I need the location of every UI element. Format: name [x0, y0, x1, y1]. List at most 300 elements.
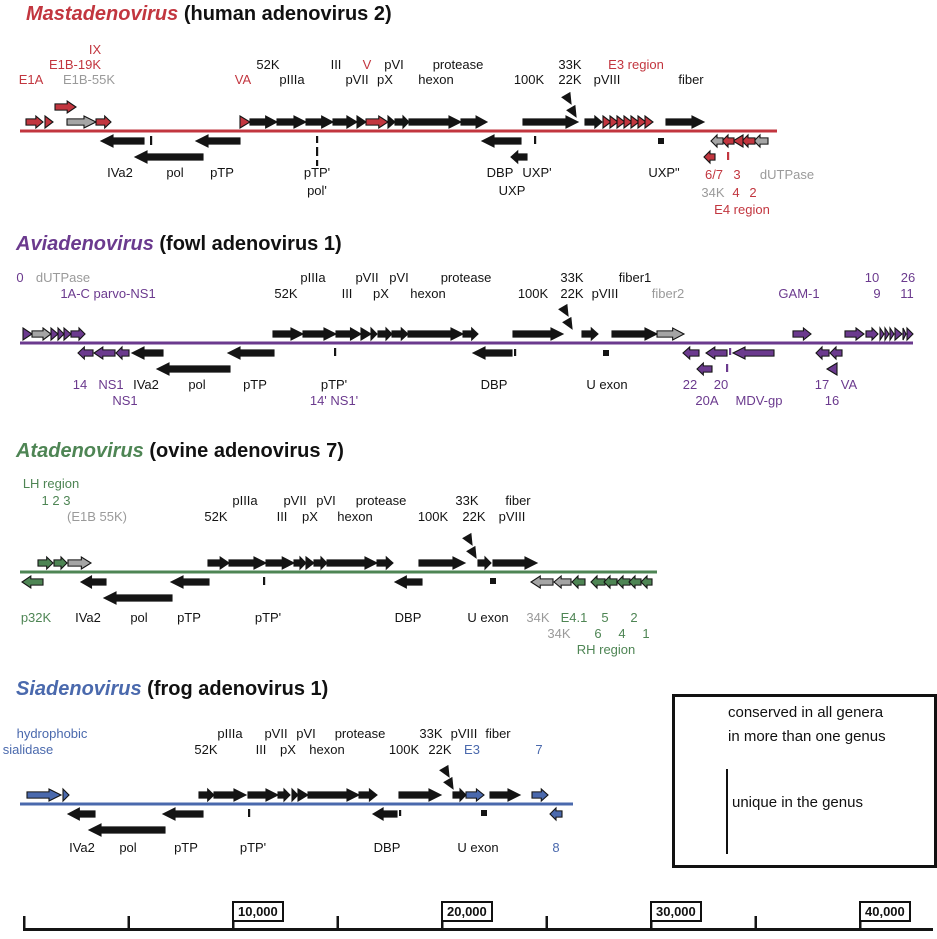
gene-arrow [199, 789, 214, 801]
gene-arrow [366, 116, 388, 128]
gene-label: pX [280, 742, 296, 757]
gene-label: 34K [547, 626, 571, 641]
gene-label: pTP' [254, 610, 282, 625]
gene-arrow [895, 328, 902, 340]
gene-label: pol [166, 165, 184, 180]
gene-tick [727, 152, 729, 160]
gene-square [481, 810, 487, 816]
genome-line-siadenovirus [20, 803, 573, 806]
gene-square [603, 350, 609, 356]
gene-label: pVI [389, 270, 409, 285]
gene-label: 22 [682, 377, 698, 392]
gene-label: fiber [485, 726, 511, 741]
gene-arrow [704, 151, 715, 163]
gene-label: pX [302, 509, 318, 524]
gene-label: 20A [695, 393, 719, 408]
gene-arrow [277, 116, 306, 128]
gene-arrow [26, 116, 43, 128]
gene-label: IVa2 [75, 610, 101, 625]
gene-arrow [104, 592, 172, 604]
gene-arrow [683, 347, 699, 359]
gene-arrow [866, 328, 878, 340]
scale-tick [337, 916, 340, 928]
gene-arrow [361, 328, 371, 340]
scale-tick [23, 916, 26, 928]
gene-arrow [229, 557, 266, 569]
gene-label: 52K [194, 742, 218, 757]
gene-label: V [362, 57, 372, 72]
gene-arrow [357, 116, 366, 128]
gene-arrow [511, 151, 527, 163]
host-name: (human adenovirus 2) [178, 3, 392, 25]
gene-label: MDV-gp [735, 393, 783, 408]
gene-label: 3 [733, 167, 741, 182]
gene-label: fiber [678, 72, 704, 87]
gene-arrow [248, 789, 278, 801]
gene-label: III [276, 509, 288, 524]
gene-arrow [116, 347, 129, 359]
gene-arrow [395, 576, 422, 588]
gene-label: RH region [576, 642, 636, 657]
gene-arrow [373, 808, 397, 820]
genome-line-atadenovirus [20, 571, 657, 574]
gene-label: E3 [464, 742, 480, 757]
gene-label: fiber1 [618, 270, 652, 285]
legend-label-unique: unique in the genus [732, 794, 863, 811]
gene-label: 1A-C parvo-NS1 [60, 286, 156, 301]
gene-arrow [722, 135, 734, 147]
gene-label: 33K [560, 270, 584, 285]
gene-arrow [711, 135, 723, 147]
gene-arrow [38, 557, 53, 569]
gene-arrow [572, 576, 585, 588]
gene-label: 33K [558, 57, 582, 72]
gene-arrow [532, 789, 548, 801]
gene-label: 22K [558, 72, 582, 87]
gene-arrow [453, 789, 466, 801]
gene-arrow [482, 135, 521, 147]
gene-label: pIIIa [300, 270, 326, 285]
gene-tick [263, 577, 265, 585]
gene-label: 1 2 3 [41, 493, 71, 508]
gene-arrow [733, 347, 774, 359]
gene-arrow [54, 557, 67, 569]
gene-label: pol [119, 840, 137, 855]
gene-arrow [292, 789, 298, 801]
host-name: (frog adenovirus 1) [141, 678, 329, 700]
gene-arrow [490, 789, 520, 801]
gene-arrow [228, 347, 274, 359]
gene-label: hexon [418, 72, 454, 87]
gene-square [490, 578, 496, 584]
gene-label: pIIIa [232, 493, 258, 508]
gene-arrow [591, 576, 605, 588]
gene-arrow [395, 116, 409, 128]
gene-arrow [880, 328, 884, 340]
gene-label: 2 [630, 610, 638, 625]
gene-label: 9 [873, 286, 881, 301]
gene-label: IVa2 [69, 840, 95, 855]
gene-label: 7 [535, 742, 543, 757]
gene-label: NS1 [98, 377, 124, 392]
gene-arrow [907, 328, 913, 340]
gene-label: dUTPase [35, 270, 91, 285]
gene-arrow [562, 93, 575, 106]
gene-label: sialidase [2, 742, 54, 757]
gene-label: 100K [517, 286, 549, 301]
gene-label: pVI [296, 726, 316, 741]
gene-tick [150, 136, 152, 145]
gene-arrow [278, 789, 290, 801]
gene-tick [729, 348, 731, 355]
gene-arrow [94, 347, 115, 359]
gene-tick [248, 809, 250, 817]
gene-label: NS1 [112, 393, 138, 408]
gene-arrow [314, 557, 327, 569]
genus-name: Mastadenovirus [26, 3, 179, 25]
gene-arrow [81, 576, 106, 588]
gene-arrow [629, 576, 641, 588]
gene-label: VA [840, 377, 858, 392]
gene-arrow [612, 328, 657, 340]
gene-label: UXP' [522, 165, 552, 180]
scale-tick [546, 916, 549, 928]
gene-arrow [45, 116, 53, 128]
gene-arrow [885, 328, 889, 340]
gene-label: pX [377, 72, 393, 87]
gene-tick [399, 810, 401, 816]
gene-label: 22K [560, 286, 584, 301]
gene-label: pTP [174, 840, 198, 855]
gene-arrow [306, 116, 333, 128]
gene-arrow [467, 547, 480, 560]
gene-label: protease [440, 270, 492, 285]
gene-arrow [58, 328, 64, 340]
gene-arrow [903, 328, 906, 340]
gene-label: pVIII [591, 286, 619, 301]
gene-label: 4 [732, 185, 740, 200]
gene-arrow [559, 305, 572, 318]
gene-label: 6 [594, 626, 602, 641]
gene-label: pX [373, 286, 389, 301]
gene-label: pTP' [320, 377, 348, 392]
gene-tick [514, 349, 516, 356]
gene-arrow [478, 557, 491, 569]
gene-arrow [444, 778, 457, 791]
gene-label: 34K [526, 610, 550, 625]
gene-arrow [68, 808, 95, 820]
gene-label: III [341, 286, 353, 301]
gene-label: pol [188, 377, 206, 392]
gene-arrow [208, 557, 229, 569]
gene-arrow [51, 328, 58, 340]
gene-label: protease [334, 726, 386, 741]
gene-arrow [830, 347, 842, 359]
scale-label-10000: 10,000 [232, 901, 284, 922]
gene-label: pTP [210, 165, 234, 180]
gene-arrow [71, 328, 85, 340]
host-name: (ovine adenovirus 7) [143, 440, 344, 462]
gene-label: 33K [455, 493, 479, 508]
gene-label: 1 [642, 626, 650, 641]
gene-arrow [336, 328, 361, 340]
gene-label: (E1B 55K) [67, 509, 127, 524]
gene-label: fiber [505, 493, 531, 508]
gene-arrow [706, 347, 727, 359]
scale-label-40000: 40,000 [859, 901, 911, 922]
gene-label: 100K [417, 509, 449, 524]
gene-label: 11 [900, 286, 914, 301]
gene-label: 34K [701, 185, 725, 200]
gene-label: pVII [345, 72, 369, 87]
gene-arrow [78, 347, 93, 359]
gene-arrow [327, 557, 377, 569]
gene-arrow [273, 328, 303, 340]
gene-label: pVII [264, 726, 288, 741]
gene-tick [334, 348, 336, 356]
gene-label: VA [234, 72, 252, 87]
gene-label: 2 [749, 185, 757, 200]
gene-arrow [214, 789, 246, 801]
gene-label: pVIII [450, 726, 478, 741]
gene-arrow [440, 766, 453, 779]
gene-arrow [171, 576, 209, 588]
gene-label: E1A [18, 72, 44, 87]
gene-label: 4 [618, 626, 626, 641]
legend-label-conserved: conserved in all genera [728, 704, 884, 721]
gene-label: E1B-19K [48, 57, 102, 72]
gene-label: hexon [410, 286, 446, 301]
gene-label: 52K [204, 509, 228, 524]
gene-label: IX [88, 42, 102, 57]
gene-arrow [32, 328, 51, 340]
gene-arrow [409, 116, 461, 128]
gene-label: DBP [486, 165, 514, 180]
gene-label: UXP" [648, 165, 680, 180]
gene-arrow [333, 116, 357, 128]
gene-label: fiber2 [651, 286, 685, 301]
gene-label: 8 [552, 840, 560, 855]
gene-arrow [306, 557, 314, 569]
gene-arrow [266, 557, 294, 569]
gene-label: IVa2 [133, 377, 159, 392]
gene-arrow [463, 328, 478, 340]
gene-arrow [399, 789, 441, 801]
section-title-atadenovirus [16, 440, 344, 463]
gene-arrow [493, 557, 537, 569]
gene-label: LH region [22, 476, 80, 491]
scale-label-20000: 20,000 [441, 901, 493, 922]
gene-arrow [463, 534, 476, 547]
gene-tick [726, 364, 728, 372]
gene-label: 14 [72, 377, 88, 392]
gene-label: hydrophobic [16, 726, 88, 741]
gene-label: E1B-55K [62, 72, 116, 87]
gene-label: protease [432, 57, 484, 72]
gene-label: E4 region [714, 202, 770, 217]
gene-tick [316, 147, 318, 156]
gene-arrow [250, 116, 277, 128]
gene-arrow [308, 789, 359, 801]
scale-tick [755, 916, 758, 928]
gene-label: 10 [864, 270, 880, 285]
section-title-siadenovirus [16, 678, 328, 701]
gene-label: 17 [814, 377, 830, 392]
gene-arrow [240, 116, 250, 128]
gene-label: pVI [384, 57, 404, 72]
gene-label: DBP [394, 610, 422, 625]
gene-label: 52K [256, 57, 280, 72]
gene-label: p32K [20, 610, 52, 625]
gene-label: pVII [283, 493, 307, 508]
gene-label: pol [130, 610, 148, 625]
gene-label: dUTPase [759, 167, 815, 182]
genus-name: Atadenovirus [16, 440, 144, 462]
gene-arrow [196, 135, 240, 147]
gene-arrow [523, 116, 578, 128]
gene-arrow [22, 576, 43, 588]
genus-name: Siadenovirus [16, 678, 142, 700]
gene-label: 0 [16, 270, 24, 285]
gene-tick [534, 136, 536, 144]
gene-arrow [666, 116, 704, 128]
gene-label: pol' [307, 183, 327, 198]
gene-label: protease [355, 493, 407, 508]
gene-label: GAM-1 [778, 286, 820, 301]
gene-arrow [617, 576, 630, 588]
gene-label: III [330, 57, 342, 72]
gene-label: pVIII [593, 72, 621, 87]
gene-arrow [408, 328, 463, 340]
gene-arrow [378, 328, 392, 340]
gene-label: 33K [419, 726, 443, 741]
gene-arrow [604, 576, 617, 588]
gene-arrow [641, 576, 652, 588]
gene-arrow [554, 576, 571, 588]
gene-arrow [845, 328, 864, 340]
section-title-mastadenovirus [26, 3, 392, 26]
gene-label: UXP [498, 183, 526, 198]
gene-arrow [68, 557, 91, 569]
gene-label: pTP [243, 377, 267, 392]
legend-bracket-line [726, 769, 728, 854]
section-title-aviadenovirus [16, 233, 342, 256]
gene-label: E3 region [608, 57, 664, 72]
gene-label: pTP [177, 610, 201, 625]
gene-arrow [67, 116, 96, 128]
gene-arrow [827, 363, 837, 375]
gene-label: U exon [586, 377, 628, 392]
gene-arrow [473, 347, 512, 359]
gene-label: hexon [309, 742, 345, 757]
gene-label: hexon [337, 509, 373, 524]
gene-arrow [132, 347, 163, 359]
gene-arrow [101, 135, 144, 147]
gene-label: 22K [428, 742, 452, 757]
gene-label: U exon [467, 610, 509, 625]
gene-label: pTP' [303, 165, 331, 180]
gene-arrow [294, 557, 306, 569]
gene-arrow [793, 328, 811, 340]
gene-label: 100K [388, 742, 420, 757]
gene-label: DBP [373, 840, 401, 855]
gene-arrow [163, 808, 203, 820]
gene-arrow [371, 328, 377, 340]
gene-arrow [359, 789, 377, 801]
gene-arrow [388, 116, 395, 128]
legend-label-shared: in more than one genus [728, 728, 886, 745]
gene-arrow [461, 116, 487, 128]
gene-label: pVI [316, 493, 336, 508]
gene-arrow [585, 116, 602, 128]
gene-arrow [135, 151, 203, 163]
scale-tick [128, 916, 131, 928]
gene-arrow [816, 347, 829, 359]
gene-label: 5 [601, 610, 609, 625]
gene-label: 14' NS1' [309, 393, 359, 408]
gene-arrow [563, 318, 576, 331]
gene-arrow [55, 101, 76, 113]
gene-arrow [513, 328, 563, 340]
gene-label: pTP' [239, 840, 267, 855]
gene-arrow [754, 135, 768, 147]
gene-label: pVIII [498, 509, 526, 524]
gene-arrow [550, 808, 562, 820]
gene-label: 6/7 [704, 167, 724, 182]
gene-arrow [645, 116, 653, 128]
gene-square [658, 138, 664, 144]
gene-arrow [64, 328, 71, 340]
gene-arrow [742, 135, 755, 147]
scale-line [23, 928, 933, 931]
scale-label-30000: 30,000 [650, 901, 702, 922]
host-name: (fowl adenovirus 1) [153, 233, 342, 255]
gene-arrow [23, 328, 32, 340]
genus-name: Aviadenovirus [16, 233, 154, 255]
gene-label: E4.1 [560, 610, 588, 625]
gene-label: 16 [824, 393, 840, 408]
gene-label: 100K [513, 72, 545, 87]
gene-arrow [377, 557, 393, 569]
gene-label: pVII [355, 270, 379, 285]
gene-arrow [697, 363, 712, 375]
gene-arrow [392, 328, 408, 340]
gene-label: 22K [462, 509, 486, 524]
gene-arrow [89, 824, 165, 836]
gene-arrow [582, 328, 598, 340]
gene-label: pIIIa [279, 72, 305, 87]
gene-arrow [298, 789, 308, 801]
gene-arrow [63, 789, 69, 801]
gene-arrow [657, 328, 684, 340]
gene-label: pIIIa [217, 726, 243, 741]
gene-arrow [890, 328, 894, 340]
gene-label: 52K [274, 286, 298, 301]
gene-label: IVa2 [107, 165, 133, 180]
gene-label: 20 [713, 377, 729, 392]
gene-arrow [96, 116, 111, 128]
gene-arrow [157, 363, 230, 375]
genome-line-mastadenovirus [20, 130, 777, 133]
genome-line-aviadenovirus [20, 342, 913, 345]
gene-label: III [255, 742, 267, 757]
gene-tick [316, 136, 318, 143]
gene-label: 26 [900, 270, 916, 285]
gene-label: DBP [480, 377, 508, 392]
gene-arrow [531, 576, 553, 588]
gene-label: U exon [457, 840, 499, 855]
gene-arrow [27, 789, 61, 801]
